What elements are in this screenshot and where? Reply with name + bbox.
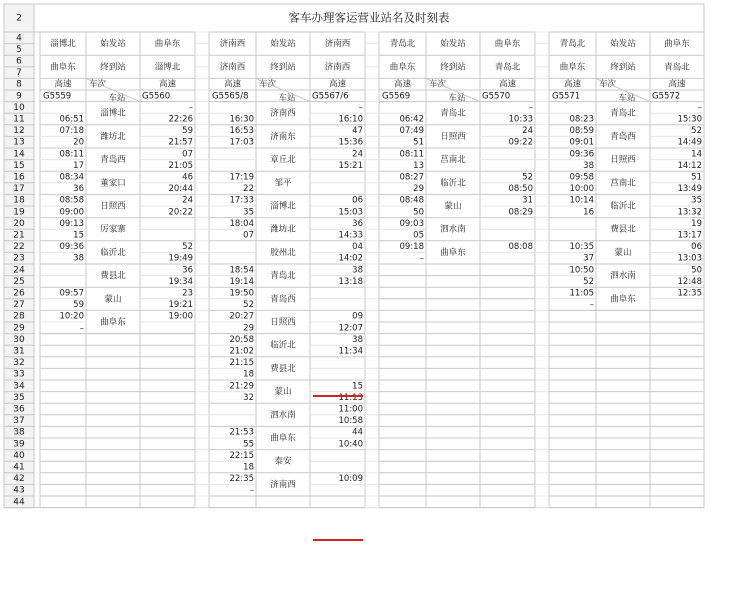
departure-time: 13:18 — [338, 276, 363, 287]
row-number: 24 — [13, 265, 25, 276]
row-number: 39 — [13, 439, 25, 450]
origin-end-station: 曲阜东 — [494, 39, 521, 50]
arrival-time: 07:49 — [399, 126, 424, 137]
origin-end-station: 济南西 — [324, 39, 351, 50]
row-number: 14 — [13, 149, 25, 160]
departure-time: 19:49 — [168, 253, 193, 264]
station-name: 临沂北 — [610, 201, 636, 212]
departure-time: 13:03 — [677, 253, 702, 264]
arrival-time: 47 — [352, 126, 363, 137]
row-number: 18 — [13, 195, 25, 206]
departure-time: 14:33 — [338, 230, 363, 241]
row-number: 2 — [16, 13, 22, 24]
station-name: 济南西 — [270, 479, 296, 490]
departure-time: 20:44 — [168, 184, 193, 195]
row-number: 30 — [13, 334, 25, 345]
departure-time: 14:02 — [338, 253, 363, 264]
terminal-station: 曲阜东 — [50, 62, 76, 73]
arrival-time: 10:20 — [59, 311, 84, 322]
train-type: 高速 — [668, 79, 686, 90]
arrival-time: 10:50 — [569, 265, 594, 276]
train-number-label: 车次 — [89, 79, 107, 90]
row-number: 26 — [13, 288, 25, 299]
arrival-time: 20:27 — [229, 311, 254, 322]
station-name: 青岛西 — [270, 294, 296, 305]
row-number: 20 — [13, 218, 25, 229]
departure-time: 10:58 — [338, 416, 363, 427]
station-name: 胶州北 — [270, 247, 296, 258]
origin-station: 淄博北 — [50, 39, 76, 50]
arrival-time: 50 — [691, 265, 702, 276]
station-name: 费县北 — [100, 271, 126, 282]
arrival-time: 20:58 — [229, 334, 254, 345]
departure-time: – — [249, 485, 254, 496]
arrival-time: 08:27 — [399, 172, 424, 183]
arrival-time: 52 — [182, 242, 193, 253]
station-name: 日照西 — [100, 201, 126, 212]
row-number: 12 — [13, 126, 25, 137]
departure-time: 11:13 — [338, 392, 363, 403]
arrival-time: – — [188, 102, 193, 113]
station-name: 泰安 — [274, 456, 292, 467]
departure-time: 20 — [73, 137, 84, 148]
row-number: 25 — [13, 276, 25, 287]
station-name: 青岛北 — [610, 108, 636, 119]
arrival-time: 22:15 — [229, 450, 254, 461]
departure-time: 18 — [243, 462, 254, 473]
departure-time: 21:02 — [229, 346, 254, 357]
arrival-time: 11:00 — [338, 404, 363, 415]
arrival-time: 35 — [691, 195, 702, 206]
arrival-time: 36 — [352, 218, 363, 229]
departure-time: 05 — [413, 230, 424, 241]
station-name: 蒙山 — [104, 294, 122, 305]
arrival-time: 08:48 — [399, 195, 424, 206]
station-name: 莒南北 — [610, 178, 636, 189]
origin-station: 青岛北 — [389, 39, 416, 50]
station-name: 泗水南 — [270, 410, 296, 421]
station-name: 潍坊北 — [100, 131, 126, 142]
departure-time: 22 — [243, 184, 254, 195]
departure-time: 06:51 — [59, 114, 84, 125]
row-number: 15 — [13, 160, 25, 171]
row-number: 34 — [13, 381, 25, 392]
station-name: 济南西 — [270, 108, 296, 119]
row-number: 38 — [13, 427, 25, 438]
arrival-time: 09:36 — [59, 242, 84, 253]
row-number: 10 — [13, 102, 25, 113]
departure-time: 52 — [583, 276, 594, 287]
station-name: 潍坊北 — [270, 224, 296, 235]
arrival-time: 10:14 — [569, 195, 594, 206]
departure-time: 15:36 — [338, 137, 363, 148]
station-name: 蒙山 — [274, 387, 292, 398]
departure-time: 21:05 — [168, 160, 193, 171]
train-number-label: 车次 — [429, 79, 447, 90]
row-number: 16 — [13, 172, 25, 183]
origin-label: 始发站 — [270, 39, 296, 50]
train-number-up: G5570 — [482, 91, 511, 102]
arrival-time: 09:58 — [569, 172, 594, 183]
departure-time: 17:03 — [229, 137, 254, 148]
arrival-time: 08:11 — [399, 149, 424, 160]
terminal-station: 济南西 — [219, 62, 246, 73]
row-number: 40 — [13, 450, 25, 461]
train-number-down: G5571 — [552, 91, 581, 102]
row-number: 44 — [13, 497, 25, 508]
row-number: 36 — [13, 404, 25, 415]
row-number: 8 — [16, 79, 22, 90]
arrival-time: 21:53 — [229, 427, 254, 438]
departure-time: – — [589, 300, 594, 311]
departure-time: 16 — [583, 207, 594, 218]
arrival-time: 06 — [691, 242, 702, 253]
departure-time: 55 — [243, 439, 254, 450]
arrival-time: 51 — [691, 172, 702, 183]
arrival-time: 17:33 — [229, 195, 254, 206]
row-number: 42 — [13, 474, 25, 485]
station-name: 莒南北 — [440, 155, 466, 166]
departure-time: 19:14 — [229, 276, 254, 287]
station-name: 曲阜东 — [440, 247, 466, 258]
origin-station: 青岛北 — [559, 39, 586, 50]
terminal-label: 终到站 — [610, 62, 636, 73]
origin-station: 济南西 — [219, 39, 246, 50]
arrival-time: – — [697, 102, 702, 113]
station-name: 曲阜东 — [270, 433, 296, 444]
arrival-time: 18:54 — [229, 265, 254, 276]
arrival-time: 21:29 — [229, 381, 254, 392]
departure-time: 16:10 — [338, 114, 363, 125]
arrival-time: 38 — [352, 265, 363, 276]
station-name: 费县北 — [610, 224, 636, 235]
row-number: 13 — [13, 137, 25, 148]
departure-time: 13:17 — [677, 230, 702, 241]
row-number: 33 — [13, 369, 25, 380]
arrival-time: 16:53 — [229, 126, 254, 137]
station-label: 车站 — [448, 93, 466, 104]
departure-time: 17 — [73, 160, 84, 171]
arrival-time: 08:58 — [59, 195, 84, 206]
arrival-time: 21:15 — [229, 358, 254, 369]
row-number: 22 — [13, 242, 25, 253]
departure-time: 13:32 — [677, 207, 702, 218]
arrival-time: 44 — [352, 427, 363, 438]
departure-time: 51 — [413, 137, 424, 148]
terminal-label: 终到站 — [270, 62, 296, 73]
departure-time: 16:30 — [229, 114, 254, 125]
departure-time: 22:26 — [168, 114, 193, 125]
arrival-time: 24 — [352, 149, 363, 160]
station-name: 厉家寨 — [100, 224, 126, 235]
arrival-time: 23 — [182, 288, 193, 299]
row-number: 31 — [13, 346, 25, 357]
train-type: 高速 — [158, 79, 177, 90]
terminal-end-station: 青岛北 — [494, 62, 521, 73]
departure-time: 10:33 — [508, 114, 533, 125]
departure-time: 14:49 — [677, 137, 702, 148]
row-number: 4 — [16, 33, 22, 44]
row-number: 41 — [13, 462, 25, 473]
station-name: 曲阜东 — [100, 317, 126, 328]
arrival-time: 14 — [691, 149, 702, 160]
origin-end-station: 曲阜东 — [154, 39, 181, 50]
arrival-time: 46 — [182, 172, 193, 183]
departure-time: 11:34 — [338, 346, 363, 357]
station-name: 临沂北 — [100, 247, 126, 258]
row-number: 28 — [13, 311, 25, 322]
train-number-down: G5569 — [382, 91, 411, 102]
arrival-time: 06 — [352, 195, 363, 206]
row-number: 11 — [13, 114, 25, 125]
terminal-end-station: 济南西 — [324, 62, 351, 73]
departure-time: 14:12 — [677, 160, 702, 171]
station-name: 董家口 — [100, 178, 126, 189]
terminal-label: 终到站 — [100, 62, 126, 73]
train-type: 高速 — [563, 79, 582, 90]
departure-time: 29 — [243, 323, 254, 334]
row-number: 19 — [13, 207, 25, 218]
departure-time: 35 — [243, 207, 254, 218]
arrival-time: 09:03 — [399, 218, 424, 229]
station-name: 日照西 — [270, 317, 296, 328]
station-name: 泗水南 — [440, 224, 466, 235]
terminal-end-station: 青岛北 — [664, 62, 690, 73]
station-name: 青岛北 — [440, 108, 466, 119]
arrival-time: 24 — [182, 195, 193, 206]
train-type: 高速 — [328, 79, 347, 90]
departure-time: 37 — [583, 253, 594, 264]
station-name: 蒙山 — [444, 201, 462, 212]
station-name: 青岛北 — [270, 271, 296, 282]
departure-time: 19:21 — [168, 300, 193, 311]
arrival-time: 09:36 — [569, 149, 594, 160]
train-type: 高速 — [54, 79, 72, 90]
station-name: 青岛西 — [100, 155, 126, 166]
arrival-time: 36 — [182, 265, 193, 276]
arrival-time: 07 — [182, 149, 193, 160]
departure-time: 15:03 — [338, 207, 363, 218]
departure-time: 12:48 — [677, 276, 702, 287]
train-number-label: 车次 — [259, 79, 277, 90]
departure-time: 08:23 — [569, 114, 594, 125]
station-label: 车站 — [618, 93, 636, 104]
row-number: 5 — [16, 44, 22, 55]
arrival-time: 08:11 — [59, 149, 84, 160]
departure-time: 15:21 — [338, 160, 363, 171]
arrival-time: 12:35 — [677, 288, 702, 299]
arrival-time: 52 — [691, 126, 702, 137]
arrival-time: 19:00 — [168, 311, 193, 322]
row-number: 21 — [13, 230, 25, 241]
row-number: 32 — [13, 358, 25, 369]
station-name: 邹平 — [274, 178, 292, 189]
departure-time: 19:34 — [168, 276, 193, 287]
arrival-time: 11:05 — [569, 288, 594, 299]
arrival-time: 17:19 — [229, 172, 254, 183]
departure-time: 10:00 — [569, 184, 594, 195]
departure-time: 52 — [243, 300, 254, 311]
station-name: 泗水南 — [610, 271, 636, 282]
arrival-time: 09:13 — [59, 218, 84, 229]
departure-time: 15 — [73, 230, 84, 241]
departure-time: 13:49 — [677, 184, 702, 195]
row-number: 23 — [13, 253, 25, 264]
departure-time: 18 — [243, 369, 254, 380]
departure-time: 32 — [243, 392, 254, 403]
train-number-down: G5559 — [43, 91, 72, 102]
row-number: 35 — [13, 392, 25, 403]
departure-time: 15:30 — [677, 114, 702, 125]
row-number: 7 — [16, 68, 22, 79]
station-name: 章丘北 — [270, 155, 296, 166]
station-name: 淄博北 — [100, 108, 126, 119]
terminal-station: 曲阜东 — [389, 62, 416, 73]
arrival-time: 08:59 — [569, 126, 594, 137]
station-name: 淄博北 — [270, 201, 296, 212]
departure-time: 08:50 — [508, 184, 533, 195]
arrival-time: 19 — [691, 218, 702, 229]
arrival-time: 09:18 — [399, 242, 424, 253]
arrival-time: 24 — [522, 126, 533, 137]
row-number: 43 — [13, 485, 25, 496]
station-name: 济南东 — [270, 131, 296, 142]
arrival-time: – — [358, 102, 363, 113]
arrival-time: 10:35 — [569, 242, 594, 253]
station-name: 青岛西 — [610, 131, 636, 142]
arrival-time: 09:57 — [59, 288, 84, 299]
terminal-station: 曲阜东 — [559, 62, 586, 73]
train-type: 高速 — [393, 79, 412, 90]
train-number-label: 车次 — [599, 79, 617, 90]
arrival-time: 04 — [352, 242, 363, 253]
departure-time: – — [419, 253, 424, 264]
station-name: 临沂北 — [270, 340, 296, 351]
train-number-up: G5560 — [142, 91, 171, 102]
terminal-label: 终到站 — [440, 62, 466, 73]
arrival-time: 31 — [522, 195, 533, 206]
departure-time: 59 — [73, 300, 84, 311]
arrival-time: 19:50 — [229, 288, 254, 299]
departure-time: 08:29 — [508, 207, 533, 218]
terminal-end-station: 淄博北 — [154, 62, 181, 73]
arrival-time: 22:35 — [229, 474, 254, 485]
station-name: 日照西 — [610, 155, 636, 166]
station-name: 日照西 — [440, 131, 466, 142]
arrival-time: 15 — [352, 381, 363, 392]
departure-time: 38 — [583, 160, 594, 171]
train-number-down: G5565/8 — [212, 91, 249, 102]
station-name: 曲阜东 — [610, 294, 636, 305]
departure-time: 29 — [413, 184, 424, 195]
departure-time: 38 — [73, 253, 84, 264]
departure-time: 06:42 — [399, 114, 424, 125]
origin-end-station: 曲阜东 — [664, 39, 690, 50]
arrival-time: 38 — [352, 334, 363, 345]
departure-time: 20:22 — [168, 207, 193, 218]
arrival-time: 59 — [182, 126, 193, 137]
departure-time: 50 — [413, 207, 424, 218]
departure-time: 12:07 — [338, 323, 363, 334]
origin-label: 始发站 — [610, 39, 636, 50]
row-number: 6 — [16, 56, 22, 67]
departure-time: 07 — [243, 230, 254, 241]
arrival-time: 08:34 — [59, 172, 84, 183]
station-name: 蒙山 — [614, 247, 632, 258]
departure-time: 36 — [73, 184, 84, 195]
origin-label: 始发站 — [440, 39, 466, 50]
row-number: 29 — [13, 323, 25, 334]
station-label: 车站 — [108, 93, 126, 104]
origin-label: 始发站 — [100, 39, 126, 50]
departure-time: 09:22 — [508, 137, 533, 148]
row-number: 9 — [16, 91, 22, 102]
departure-time: 09:00 — [59, 207, 84, 218]
row-number: 17 — [13, 184, 25, 195]
arrival-time: 10:09 — [338, 474, 363, 485]
arrival-time: 07:18 — [59, 126, 84, 137]
arrival-time: – — [528, 102, 533, 113]
departure-time: 13 — [413, 160, 424, 171]
sheet-title: 客车办理客运营业站名及时刻表 — [288, 10, 450, 25]
row-number: 37 — [13, 416, 25, 427]
station-label: 车站 — [278, 93, 296, 104]
departure-time: 09:01 — [569, 137, 594, 148]
arrival-time: 52 — [522, 172, 533, 183]
departure-time: – — [79, 323, 84, 334]
departure-time: 21:57 — [168, 137, 193, 148]
arrival-time: 09 — [352, 311, 363, 322]
arrival-time: 18:04 — [229, 218, 254, 229]
departure-time: 10:40 — [338, 439, 363, 450]
row-number: 27 — [13, 300, 25, 311]
station-name: 费县北 — [270, 363, 296, 374]
arrival-time: 08:08 — [508, 242, 533, 253]
train-number-up: G5572 — [652, 91, 681, 102]
train-number-up: G5567/6 — [312, 91, 349, 102]
train-type: 高速 — [498, 79, 517, 90]
train-type: 高速 — [223, 79, 242, 90]
station-name: 临沂北 — [440, 178, 466, 189]
